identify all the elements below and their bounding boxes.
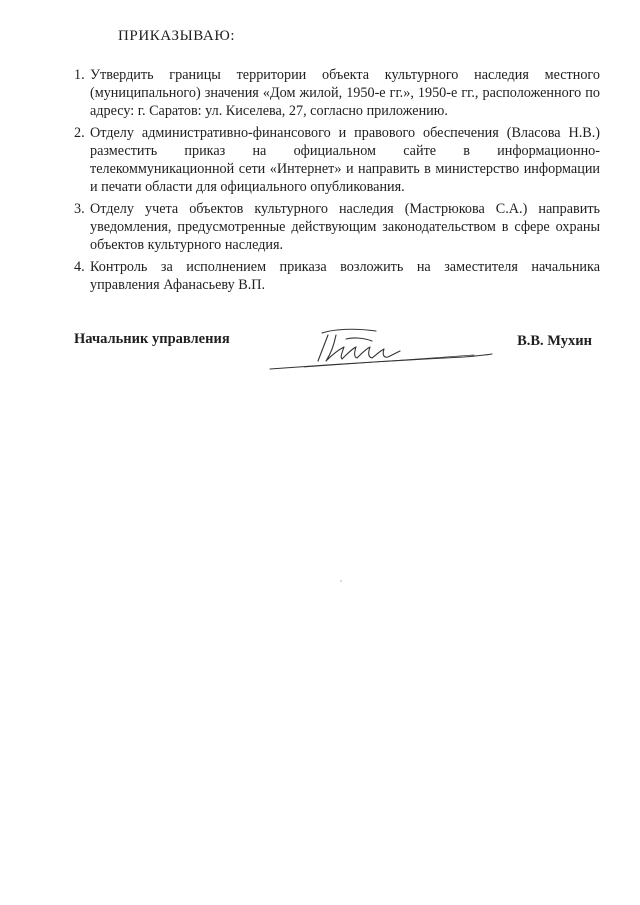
handwritten-signature <box>264 325 494 375</box>
signatory-name: В.В. Мухин <box>517 333 592 349</box>
signatory-title: Начальник управления <box>74 331 230 347</box>
order-item-text: Контроль за исполнением приказа возложить на заместителя начальника управления Афанасьеву В.П. <box>90 259 600 293</box>
order-item <box>74 200 600 254</box>
order-heading: ПРИКАЗЫВАЮ: <box>118 28 236 44</box>
order-item-number: 1. <box>74 67 85 83</box>
order-item-text: Утвердить границы территории объекта культурного наследия местного (муниципального) значения «Дом жилой, 1950-е гг.», 1950-е гг., расположенного по адресу: г. Саратов: ул. Киселева, 27, согласно приложению. <box>90 67 600 119</box>
order-item <box>74 66 600 120</box>
order-item-number: 2. <box>74 125 85 141</box>
order-item-number: 4. <box>74 259 85 275</box>
signature-block <box>74 331 600 381</box>
order-item <box>74 258 600 294</box>
order-item <box>74 124 600 196</box>
order-item-number: 3. <box>74 201 85 217</box>
order-items-list <box>74 66 600 298</box>
scan-speck <box>340 580 342 582</box>
order-item-text: Отделу административно-финансового и правового обеспечения (Власова Н.В.) разместить приказ на официальном сайте в информационно-телекоммуникационной сети «Интернет» и направить в министерство информации и печати области для официального опубликования. <box>90 125 600 195</box>
order-item-text: Отделу учета объектов культурного наследия (Мастрюкова С.А.) направить уведомления, предусмотренные действующим законодательством в сфере охраны объектов культурного наследия. <box>90 201 600 253</box>
